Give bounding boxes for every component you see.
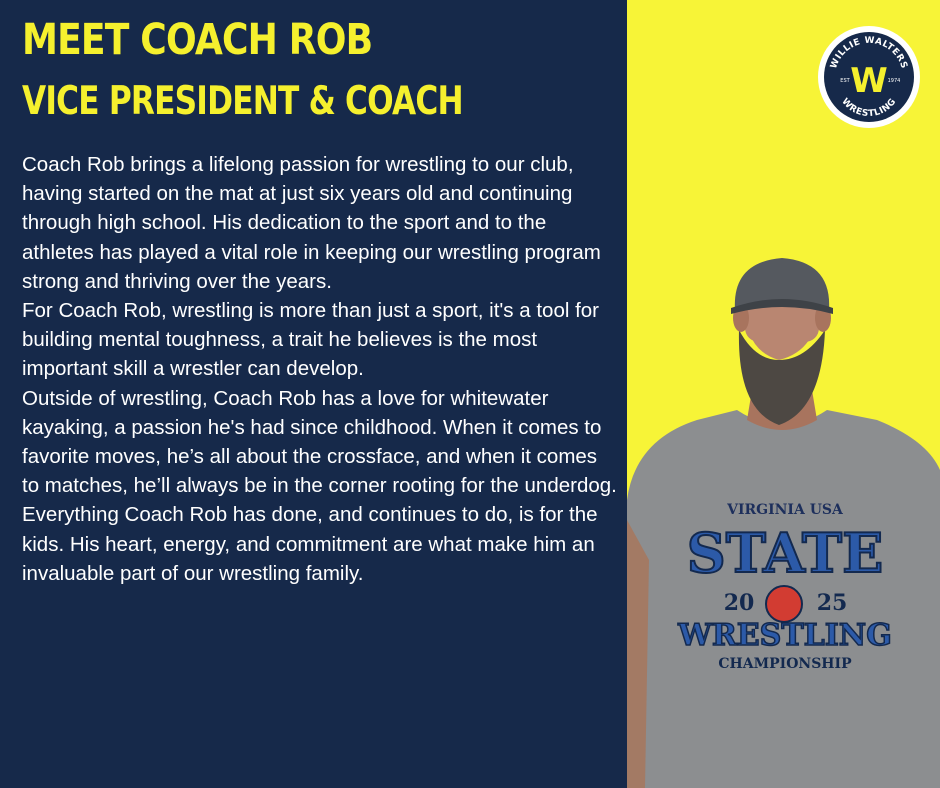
logo-mark [818, 26, 920, 128]
logo-letter: W [850, 61, 888, 101]
left-arm [627, 520, 649, 788]
bio-paragraph: Coach Rob brings a lifelong passion for wrestling to our club, having started on the mat at just six years old and continuing through high school. His dedication to the sport and to the athletes has played a vital role in keeping our wrestling program strong and thriving over the years. [22, 153, 601, 293]
shirt-print-state: STATE [686, 521, 884, 585]
shirt-print-year-left: 20 [723, 590, 755, 616]
shirt-print-year-right: 25 [816, 590, 848, 616]
page-title: MEET COACH ROB [22, 15, 373, 65]
bio-paragraph: Outside of wrestling, Coach Rob has a love for whitewater kayaking, a passion he's had since childhood. When it comes to favorite moves, he’s all about the crossface, and when it comes to matches, he’ll always be in the corner rooting for the underdog. [22, 386, 617, 498]
logo-bottom-text: WRESTLING [839, 96, 899, 120]
shirt-print-top: VIRGINIA USA [727, 502, 843, 518]
shirt-emblem [766, 586, 802, 622]
shirt-print-wrestling: WRESTLING [678, 618, 892, 653]
logo-est: EST [840, 78, 850, 84]
logo-top-text: WILLIE WALTERS [829, 35, 909, 71]
bio-paragraph: For Coach Rob, wrestling is more than just a sport, it's a tool for building mental toughness, a trait he believes is the most important skill a wrestler can develop. [22, 299, 600, 381]
shirt-print-championship: CHAMPIONSHIP [718, 656, 852, 672]
logo-year: 1974 [887, 78, 901, 84]
page-subtitle: VICE PRESIDENT & COACH [22, 79, 463, 124]
club-logo [818, 26, 920, 128]
bio-paragraph: Everything Coach Rob has done, and continues to do, is for the kids. His heart, energy, and commitment are what make him an invaluable part of our wrestling family. [22, 503, 598, 585]
bio-text [22, 150, 618, 588]
